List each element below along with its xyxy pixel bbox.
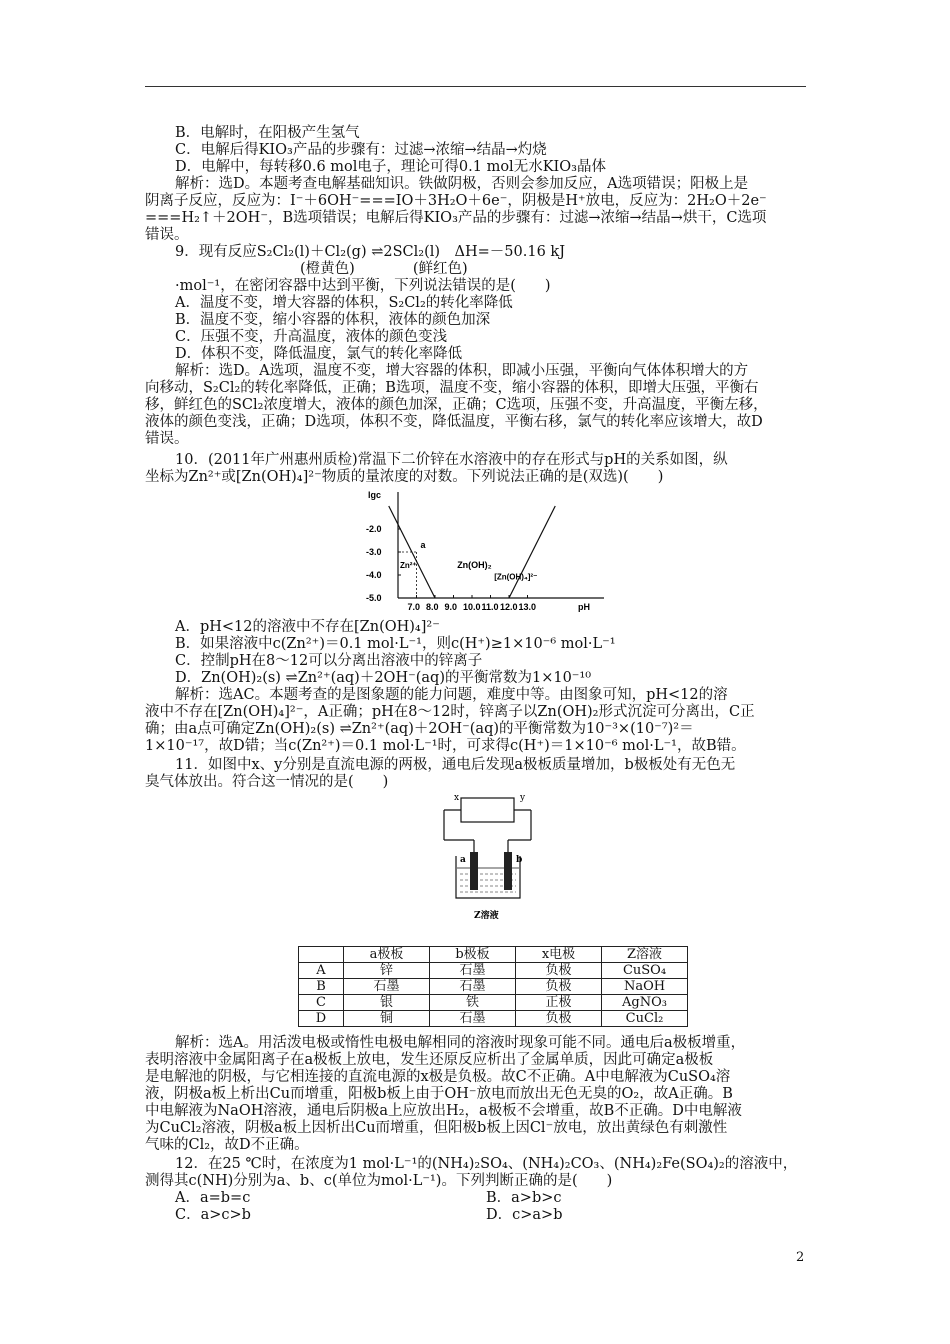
option: A．a=b=c xyxy=(175,1190,251,1206)
table-row xyxy=(299,1011,688,1027)
table-cell: 石墨 xyxy=(430,963,516,979)
table-header-cell: Z溶液 xyxy=(602,947,688,963)
table-cell: 石墨 xyxy=(344,979,430,995)
line: 气味的Cl₂，故D不正确。 xyxy=(145,1137,309,1153)
line: 移，鲜红色的SCl₂浓度增大，液体的颜色加深，正确；C选项，压强不变，升高温度，平衡左移， xyxy=(145,397,768,413)
line: 液中不存在[Zn(OH)₄]²⁻，A正确；pH在8～12时，锌离子以Zn(OH)₂形式沉淀可分离出，C正 xyxy=(145,704,755,720)
line: 液体的颜色变浅，正确；D选项，体积不变，降低温度，平衡右移，氯气的转化率应该增大，故D xyxy=(145,414,763,430)
x-tick-label: 12.0 xyxy=(500,602,518,612)
option: D．c>a>b xyxy=(486,1207,563,1223)
line: ===H₂↑＋2OH⁻，B选项错误；电解后得KIO₃产品的步骤有：过滤→浓缩→结晶→烘干，C选项 xyxy=(145,210,767,226)
line: 错误。 xyxy=(145,431,189,447)
line: B．电解时，在阳极产生氢气 xyxy=(175,125,360,141)
line: 解析：选A。用活泼电极或惰性电极电解相同的溶液时现象可能不同。通电后a极板增重， xyxy=(175,1035,746,1051)
line: 确；由a点可确定Zn(OH)₂(s) ⇌Zn²⁺(aq)＋2OH⁻(aq)的平衡常数为10⁻³×(10⁻⁷)²＝ xyxy=(145,721,694,737)
x-tick-label: 10.0 xyxy=(463,602,481,612)
table-cell: AgNO₃ xyxy=(602,995,688,1011)
table-header-cell: b极板 xyxy=(430,947,516,963)
question-11: 11．如图中x、y分别是直流电源的两极，通电后发现a极板质量增加，b极板处有无色无 xyxy=(175,757,736,773)
y-tick-label: -5.0 xyxy=(366,593,382,603)
series-line-1 xyxy=(509,506,555,598)
electrolysis-cell-diagram xyxy=(438,790,538,940)
x-tick-label: 13.0 xyxy=(518,602,537,612)
y-tick-label: -3.0 xyxy=(366,547,382,557)
option: C．压强不变，升高温度，液体的颜色变浅 xyxy=(175,329,448,345)
table-cell: 负极 xyxy=(516,1011,602,1027)
page-number: 2 xyxy=(796,1250,805,1265)
table-cell: 石墨 xyxy=(430,979,516,995)
line: 为CuCl₂溶液，阴极a板上因析出Cu而增重，但阳极b板上因Cl⁻放电，放出黄绿色有刺激性 xyxy=(145,1120,728,1136)
table-cell: CuSO₄ xyxy=(602,963,688,979)
caption: Z溶液 xyxy=(474,911,499,921)
line: C．电解后得KIO₃产品的步骤有：过滤→浓缩→结晶→灼烧 xyxy=(175,142,547,158)
region-label-complex: [Zn(OH)₄]²⁻ xyxy=(494,572,538,582)
option: D．体积不变，降低温度，氯气的转化率降低 xyxy=(175,346,463,362)
line: 错误。 xyxy=(145,227,189,243)
line: 液，阴极a板上析出Cu而增重，阳极b板上由于OH⁻放电而放出无色无臭的O₂，故A正确。B xyxy=(145,1086,733,1102)
x-label: x xyxy=(454,793,460,803)
table-cell: 负极 xyxy=(516,979,602,995)
table-cell: 锌 xyxy=(344,963,430,979)
electrode-a xyxy=(470,852,478,890)
b-label: b xyxy=(516,855,523,865)
line: 中电解液为NaOH溶液，通电后阴极a上应放出H₂，a极板不会增重，故B不正确。D中电解液 xyxy=(145,1103,742,1119)
lgc-ph-chart xyxy=(362,486,612,616)
table-header-cell: x电极 xyxy=(516,947,602,963)
line: 坐标为Zn²⁺或[Zn(OH)₄]²⁻物质的量浓度的对数。下列说法正确的是(双选)( ) xyxy=(145,469,664,485)
point-a-label: a xyxy=(420,540,426,550)
table-cell: 正极 xyxy=(516,995,602,1011)
option: B．a>b>c xyxy=(486,1190,562,1206)
table-row xyxy=(299,995,688,1011)
line: 是电解池的阴极，与它相连接的直流电源的x极是负极。故C不正确。A中电解液为CuSO₄溶 xyxy=(145,1069,731,1085)
y-label: y xyxy=(520,793,526,803)
x-tick-label: 11.0 xyxy=(481,602,499,612)
table-header-cell: a极板 xyxy=(344,947,430,963)
table-row xyxy=(299,963,688,979)
line: ·mol⁻¹，在密闭容器中达到平衡，下列说法错误的是( ) xyxy=(175,278,551,294)
table-cell: 铜 xyxy=(344,1011,430,1027)
table-cell: CuCl₂ xyxy=(602,1011,688,1027)
table-cell: B xyxy=(299,979,344,995)
line: 臭气体放出。符合这一情况的是( ) xyxy=(145,774,389,790)
table-header-cell xyxy=(299,947,344,963)
line: 1×10⁻¹⁷，故D错；当c(Zn²⁺)＝0.1 mol·L⁻¹时，可求得c(H⁺)＝1×10⁻⁶ mol·L⁻¹，故B错。 xyxy=(145,738,746,754)
option: A．温度不变，增大容器的体积，S₂Cl₂的转化率降低 xyxy=(175,295,513,311)
line: 解析：选D。本题考查电解基础知识。铁做阴极，否则会参加反应，A选项错误；阳极上是 xyxy=(175,176,749,192)
table-cell: A xyxy=(299,963,344,979)
region-label-znoh2: Zn(OH)₂ xyxy=(457,560,492,571)
table-row xyxy=(299,979,688,995)
electrode-b xyxy=(504,852,512,890)
table-header xyxy=(299,947,688,963)
line: 解析：选D。A选项，温度不变，增大容器的体积，即减小压强，平衡向气体体积增大的方 xyxy=(175,363,749,379)
x-tick-label: 8.0 xyxy=(426,602,439,612)
x-axis-label: pH xyxy=(578,602,590,612)
line: 表明溶液中金属阳离子在a极板上放电，发生还原反应析出了金属单质，因此可确定a极板 xyxy=(145,1052,714,1068)
a-label: a xyxy=(460,855,466,865)
table-cell: D xyxy=(299,1011,344,1027)
y-tick-label: -4.0 xyxy=(366,570,382,580)
table-cell: 银 xyxy=(344,995,430,1011)
line: D．电解中，每转移0.6 mol电子，理论可得0.1 mol无水KIO₃晶体 xyxy=(175,159,606,175)
table-cell: 负极 xyxy=(516,963,602,979)
line: 阴离子反应，反应为：I⁻＋6OH⁻===IO＋3H₂O＋6e⁻，阴极是H⁺放电，反应为：2H₂O＋2e⁻ xyxy=(145,193,767,209)
y-tick-label: -2.0 xyxy=(366,524,382,534)
x-tick-label: 9.0 xyxy=(444,602,458,612)
option: B．如果溶液中c(Zn²⁺)＝0.1 mol·L⁻¹，则c(H⁺)≥1×10⁻⁶ mol·L⁻¹ xyxy=(175,636,616,652)
option: B．温度不变，缩小容器的体积，液体的颜色加深 xyxy=(175,312,491,328)
line: 向移动，S₂Cl₂的转化率降低，正确；B选项，温度不变，缩小容器的体积，即增大压强，平衡右 xyxy=(145,380,759,396)
color-labels: (橙黄色) (鲜红色) xyxy=(300,261,468,277)
option: D．Zn(OH)₂(s) ⇌Zn²⁺(aq)＋2OH⁻(aq)的平衡常数为1×10⁻¹⁰ xyxy=(175,670,592,686)
table-cell: C xyxy=(299,995,344,1011)
header-rule xyxy=(145,86,806,87)
option: C．控制pH在8～12可以分离出溶液中的锌离子 xyxy=(175,653,483,669)
region-label-zn: Zn²⁺ xyxy=(400,561,417,571)
question-10: 10．(2011年广州惠州质检)常温下二价锌在水溶液中的存在形式与pH的关系如图，纵 xyxy=(175,452,728,468)
question-12: 12．在25 ℃时，在浓度为1 mol·L⁻¹的(NH₄)₂SO₄、(NH₄)₂CO₃、(NH₄)₂Fe(SO₄)₂的溶液中， xyxy=(175,1156,798,1172)
x-tick-label: 7.0 xyxy=(407,602,421,612)
option: C．a>c>b xyxy=(175,1207,251,1223)
option: A．pH<12的溶液中不存在[Zn(OH)₄]²⁻ xyxy=(175,619,440,635)
options-table xyxy=(298,946,688,1027)
line: 解析：选AC。本题考查的是图象题的能力问题，难度中等。由图象可知，pH<12的溶 xyxy=(175,687,728,703)
table-cell: 石墨 xyxy=(430,1011,516,1027)
table-cell: NaOH xyxy=(602,979,688,995)
table-cell: 铁 xyxy=(430,995,516,1011)
question-9: 9．现有反应S₂Cl₂(l)＋Cl₂(g) ⇌2SCl₂(l) ΔH=－50.16 kJ xyxy=(175,244,566,260)
line: 测得其c(NH)分别为a、b、c(单位为mol·L⁻¹)。下列判断正确的是( ) xyxy=(145,1173,613,1189)
y-axis-label: lgc xyxy=(368,490,382,500)
